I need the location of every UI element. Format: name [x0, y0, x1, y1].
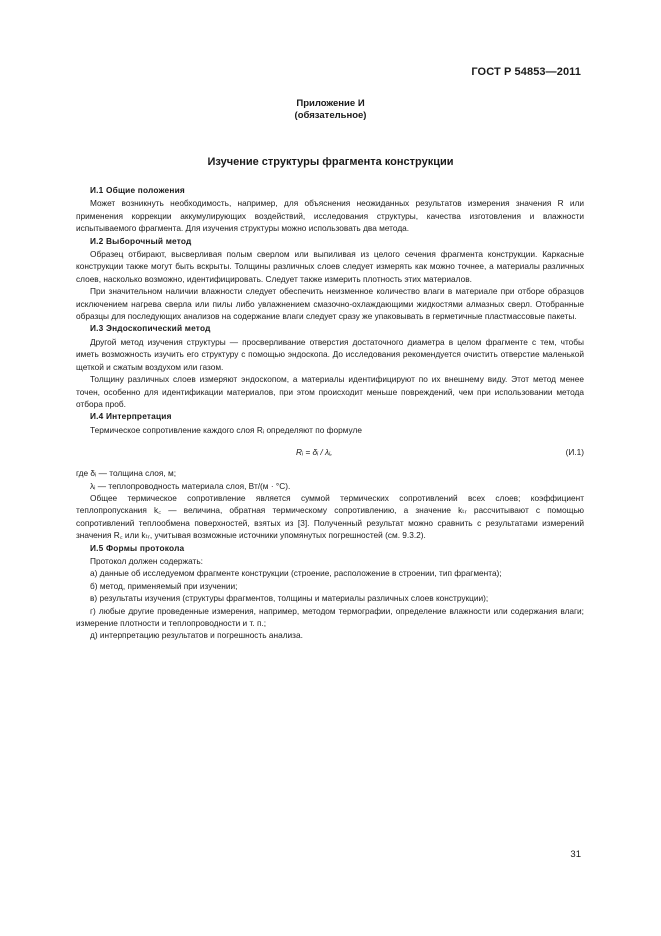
- list-item: а) данные об исследуемом фрагменте конструкции (строение, расположение в строении, тип фрагмента);: [90, 568, 502, 579]
- formula: Rᵢ = δᵢ / λᵢ,: [296, 447, 333, 458]
- formula-legend: где δᵢ — толщина слоя, м;: [76, 468, 176, 479]
- annex-heading: [0, 98, 661, 122]
- paragraph: Протокол должен содержать:: [90, 555, 203, 566]
- paragraph: Может возникнуть необходимость, например, для объяснения неожиданных результатов измерения значения R или применения коррекции аккумулирующих воздействий, исследования структуры, качества изготовления и влажности испытываемого фрагмента. Для изучения структуры можно использовать два метода.: [76, 198, 584, 234]
- list-item: д) интерпретацию результатов и погрешность анализа.: [90, 630, 303, 641]
- section-heading-3: И.3 Эндоскопический метод: [90, 323, 211, 334]
- annex-title: Изучение структуры фрагмента конструкции: [207, 156, 454, 168]
- section-heading-1: И.1 Общие положения: [90, 185, 185, 195]
- paragraph: Другой метод изучения структуры — просверливание отверстия достаточного диаметра в целом фрагменте с тем, чтобы иметь возможность изучить его структуру с помощью эндоскопа. До исследования рекомендуется очистить отверстие маленькой щеткой и сжатым воздухом или газом.: [76, 336, 584, 372]
- annex-body: [76, 184, 584, 642]
- list-item: г) любые другие проведенные измерения, например, методом термографии, определение влажности или содержания влаги; измерение плотности и теплопроводности и т. п.;: [76, 605, 584, 628]
- paragraph: Толщину различных слоев измеряют эндоскопом, а материалы идентифицируют по их внешнему виду. Этот метод менее точен, особенно для идентификации материалов, при этом происходит меньше повреждений, чем при использовании метода отбора проб.: [76, 374, 584, 409]
- list-item: б) метод, применяемый при изучении;: [90, 580, 238, 591]
- document-number: ГОСТ Р 54853—2011: [471, 66, 581, 78]
- section-heading-5: И.5 Формы протокола: [90, 542, 185, 553]
- annex-status: (обязательное): [294, 110, 367, 121]
- list-item: в) результаты изучения (структуры фрагментов, толщины и материалы различных слоев конструкции);: [90, 593, 489, 604]
- formula-number: (И.1): [565, 447, 584, 458]
- formula-block: [76, 441, 584, 465]
- paragraph: Образец отбирают, высверливая полым сверлом или выпиливая из целого сечения фрагмента конструкции. Каркасные конструкции также могут быть вскрыты. Толщины различных слоев следует измерять как можно точнее, а материалы различных слоев, насколько возможно, идентифицировать. Следует также измерить плотность этих материалов.: [76, 249, 584, 284]
- paragraph: Общее термическое сопротивление является суммой термических сопротивлений всех слоев; коэффициент теплопропускания k꜀ — величина, обратная термическому сопротивлению, а значение kₜᵣ рассчитывают с помощью сопротивлений теплообмена поверхностей, взятых из [3]. Полученный результат можно сравнить с результатами измерений значения R꜀ или kₜᵣ, учитывая возможные источники упомянутых погрешностей (см. 9.3.2).: [76, 492, 584, 541]
- annex-label: Приложение И: [296, 98, 365, 109]
- section-heading-4: И.4 Интерпретация: [90, 411, 172, 422]
- paragraph: При значительном наличии влажности следует обеспечить неизменное количество влаги в материале при отборе образцов исключением нагрева сверла или пилы либо увлажнением смазочно-охлаждающими жидкостями алмазных сверл. Отобранные образцы для последующих анализов на содержание влаги следует сразу же упаковывать в герметичные пластмассовые пакеты.: [76, 286, 584, 322]
- paragraph: Термическое сопротивление каждого слоя Rᵢ определяют по формуле: [90, 424, 362, 435]
- formula-legend: λᵢ — теплопроводность материала слоя, Вт/(м · °С).: [90, 480, 291, 491]
- section-heading-2: И.2 Выборочный метод: [90, 235, 192, 246]
- page-number: 31: [570, 849, 581, 860]
